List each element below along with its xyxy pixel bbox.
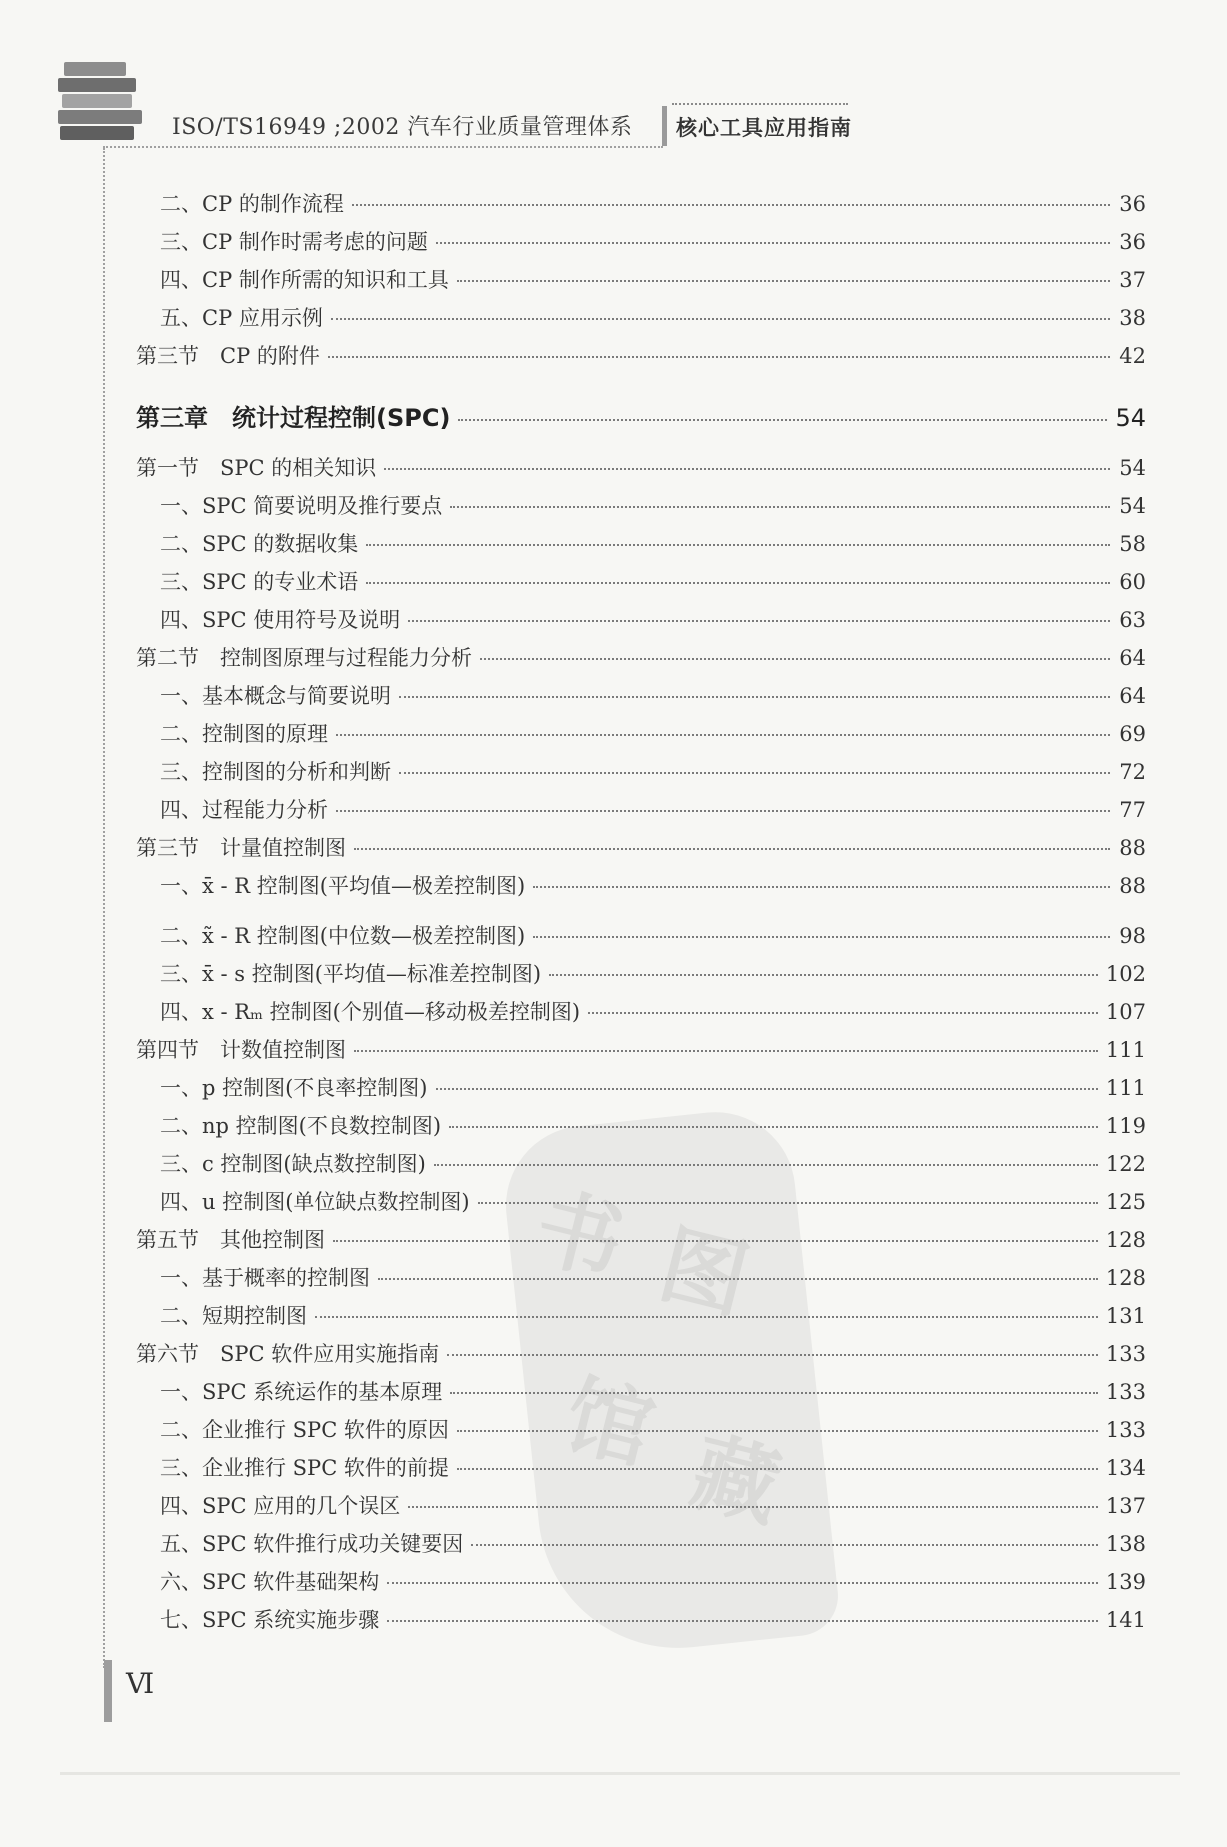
header-tag: 核心工具应用指南 [676, 116, 852, 140]
toc-page-number: 54 [1115, 404, 1146, 432]
toc-item[interactable] [160, 1186, 1146, 1216]
dot-leader [458, 419, 1107, 421]
toc-label: 二、SPC 的数据收集 [160, 532, 359, 556]
toc-item[interactable] [160, 264, 1146, 294]
dot-leader [352, 204, 1110, 206]
toc-item[interactable] [160, 490, 1146, 520]
toc-page-number: 64 [1119, 646, 1146, 670]
toc-label: 二、控制图的原理 [160, 722, 328, 746]
dot-leader [457, 280, 1110, 282]
dot-leader [378, 1278, 1098, 1280]
toc-item[interactable] [160, 1110, 1146, 1140]
dot-leader [354, 848, 1110, 850]
toc-page-number: 54 [1119, 456, 1146, 480]
toc-page-number: 137 [1105, 1494, 1146, 1518]
toc-page-number: 139 [1105, 1570, 1146, 1594]
toc-item[interactable] [160, 1452, 1146, 1482]
toc-label: 第一节 SPC 的相关知识 [136, 456, 377, 480]
dot-leader [450, 1392, 1098, 1394]
toc-label: 四、x - Rₘ 控制图(个别值—移动极差控制图) [160, 1000, 581, 1024]
toc-page-number: 37 [1119, 268, 1146, 292]
toc-page-number: 125 [1105, 1190, 1146, 1214]
toc-page-number: 36 [1119, 192, 1146, 216]
toc-item[interactable] [160, 1148, 1146, 1178]
toc-item[interactable] [160, 1376, 1146, 1406]
toc-page-number: 69 [1119, 722, 1146, 746]
toc-label: 第五节 其他控制图 [136, 1228, 325, 1252]
toc-page-number: 58 [1119, 532, 1146, 556]
toc-item[interactable] [160, 1566, 1146, 1596]
dot-leader [447, 1354, 1098, 1356]
toc-section[interactable] [136, 340, 1146, 370]
toc-label: 一、SPC 系统运作的基本原理 [160, 1380, 443, 1404]
toc-item[interactable] [160, 528, 1146, 558]
toc-page-number: 102 [1105, 962, 1146, 986]
toc-label: 四、u 控制图(单位缺点数控制图) [160, 1190, 470, 1214]
toc-label: 一、SPC 简要说明及推行要点 [160, 494, 443, 518]
toc-item[interactable] [160, 718, 1146, 748]
toc-label: 三、企业推行 SPC 软件的前提 [160, 1456, 449, 1480]
toc-page-number: 60 [1119, 570, 1146, 594]
toc-page-number: 119 [1105, 1114, 1146, 1138]
toc-page-number: 133 [1105, 1342, 1146, 1366]
toc-item[interactable] [160, 1604, 1146, 1634]
toc-page-number: 131 [1105, 1304, 1146, 1328]
page-edge [60, 1772, 1180, 1775]
dot-leader [450, 506, 1110, 508]
dot-leader [331, 318, 1110, 320]
books-icon [58, 62, 148, 140]
toc-page-number: 88 [1119, 836, 1146, 860]
toc-chapter[interactable] [136, 398, 1146, 432]
toc-label: 一、p 控制图(不良率控制图) [160, 1076, 428, 1100]
toc-item[interactable] [160, 566, 1146, 596]
toc-label: 第二节 控制图原理与过程能力分析 [136, 646, 472, 670]
dot-leader [436, 242, 1110, 244]
toc-label: 第四节 计数值控制图 [136, 1038, 346, 1062]
toc-label: 四、CP 制作所需的知识和工具 [160, 268, 449, 292]
toc-item[interactable] [160, 302, 1146, 332]
dot-leader [399, 696, 1110, 698]
toc-item[interactable] [160, 1414, 1146, 1444]
toc-page-number: 133 [1105, 1418, 1146, 1442]
top-dotted-rule [103, 146, 663, 148]
dot-leader [366, 544, 1110, 546]
toc-page-number: 122 [1105, 1152, 1146, 1176]
toc-label: 六、SPC 软件基础架构 [160, 1570, 380, 1594]
dot-leader [457, 1430, 1098, 1432]
toc-item[interactable] [160, 604, 1146, 634]
toc-item[interactable] [160, 996, 1146, 1026]
dot-leader [533, 886, 1110, 888]
toc-item[interactable] [160, 920, 1146, 950]
toc-page-number: 111 [1105, 1038, 1146, 1062]
toc-item[interactable] [160, 794, 1146, 824]
toc-page-number: 107 [1105, 1000, 1146, 1024]
dot-leader [366, 582, 1110, 584]
toc-label: 二、CP 的制作流程 [160, 192, 344, 216]
dot-leader [549, 974, 1098, 976]
dot-leader [471, 1544, 1098, 1546]
dot-leader [408, 1506, 1098, 1508]
toc-label: 第六节 SPC 软件应用实施指南 [136, 1342, 440, 1366]
toc-item[interactable] [160, 1490, 1146, 1520]
toc-label: 五、CP 应用示例 [160, 306, 323, 330]
toc-page-number: 128 [1105, 1228, 1146, 1252]
dot-leader [384, 468, 1110, 470]
toc-section[interactable] [136, 1338, 1146, 1368]
toc-label: 二、np 控制图(不良数控制图) [160, 1114, 442, 1138]
toc-label: 二、短期控制图 [160, 1304, 307, 1328]
dot-leader [533, 936, 1110, 938]
dot-leader [478, 1202, 1098, 1204]
header-title: ISO/TS16949 ;2002 汽车行业质量管理体系 [172, 115, 633, 140]
toc-page-number: 98 [1119, 924, 1146, 948]
page-number: Ⅵ [126, 1667, 155, 1700]
toc-item[interactable] [160, 226, 1146, 256]
dot-leader [408, 620, 1110, 622]
toc-page-number: 42 [1119, 344, 1146, 368]
toc-page-number: 72 [1119, 760, 1146, 784]
toc-section[interactable] [136, 832, 1146, 862]
toc-item[interactable] [160, 756, 1146, 786]
toc-label: 三、c 控制图(缺点数控制图) [160, 1152, 426, 1176]
toc-page-number: 138 [1105, 1532, 1146, 1556]
watermark-stamp: 书 图 馆 藏 [498, 1104, 842, 1661]
dot-leader [315, 1316, 1098, 1318]
toc-page-number: 111 [1105, 1076, 1146, 1100]
toc-section[interactable] [136, 1224, 1146, 1254]
toc-page-number: 134 [1105, 1456, 1146, 1480]
dot-leader [457, 1468, 1098, 1470]
toc-page-number: 64 [1119, 684, 1146, 708]
toc-page-number: 133 [1105, 1380, 1146, 1404]
left-dotted-rule [103, 148, 105, 1668]
toc-label: 四、SPC 使用符号及说明 [160, 608, 401, 632]
toc-label: 五、SPC 软件推行成功关键要因 [160, 1532, 464, 1556]
dot-leader [399, 772, 1110, 774]
toc-label: 一、x̄ - R 控制图(平均值—极差控制图) [160, 874, 526, 898]
toc-label: 第三节 CP 的附件 [136, 344, 320, 368]
toc-label: 一、基于概率的控制图 [160, 1266, 370, 1290]
toc-page-number: 88 [1119, 874, 1146, 898]
toc-page-number: 77 [1119, 798, 1146, 822]
toc-label: 三、CP 制作时需考虑的问题 [160, 230, 428, 254]
toc-label: 四、SPC 应用的几个误区 [160, 1494, 401, 1518]
dot-leader [449, 1126, 1098, 1128]
toc-label: 二、企业推行 SPC 软件的原因 [160, 1418, 449, 1442]
dot-leader [328, 356, 1110, 358]
dot-leader [480, 658, 1110, 660]
toc-page-number: 54 [1119, 494, 1146, 518]
toc-label: 第三章 统计过程控制(SPC) [136, 404, 451, 432]
toc-label: 四、过程能力分析 [160, 798, 328, 822]
dot-leader [336, 734, 1110, 736]
toc-page-number: 128 [1105, 1266, 1146, 1290]
toc-page-number: 38 [1119, 306, 1146, 330]
header-divider [672, 103, 848, 105]
toc-item[interactable] [160, 680, 1146, 710]
dot-leader [333, 1240, 1098, 1242]
dot-leader [588, 1012, 1098, 1014]
toc-label: 三、SPC 的专业术语 [160, 570, 359, 594]
toc-label: 七、SPC 系统实施步骤 [160, 1608, 380, 1632]
toc-section[interactable] [136, 642, 1146, 672]
toc-label: 第三节 计量值控制图 [136, 836, 346, 860]
toc-section[interactable] [136, 452, 1146, 482]
toc-label: 二、x̃ - R 控制图(中位数—极差控制图) [160, 924, 526, 948]
toc-item[interactable] [160, 1072, 1146, 1102]
toc-item[interactable] [160, 870, 1146, 900]
dot-leader [387, 1582, 1098, 1584]
dot-leader [336, 810, 1110, 812]
dot-leader [436, 1088, 1098, 1090]
toc-label: 三、控制图的分析和判断 [160, 760, 391, 784]
toc-item[interactable] [160, 958, 1146, 988]
toc-item[interactable] [160, 1300, 1146, 1330]
dot-leader [387, 1620, 1098, 1622]
toc-label: 一、基本概念与简要说明 [160, 684, 391, 708]
toc-section[interactable] [136, 1034, 1146, 1064]
toc-item[interactable] [160, 188, 1146, 218]
toc-label: 三、x̄ - s 控制图(平均值—标准差控制图) [160, 962, 542, 986]
toc-item[interactable] [160, 1528, 1146, 1558]
toc-page-number: 36 [1119, 230, 1146, 254]
toc-item[interactable] [160, 1262, 1146, 1292]
toc-page-number: 63 [1119, 608, 1146, 632]
dot-leader [354, 1050, 1098, 1052]
header-bar [662, 106, 667, 146]
toc-page-number: 141 [1105, 1608, 1146, 1632]
dot-leader [434, 1164, 1098, 1166]
footer-bar [104, 1660, 112, 1722]
